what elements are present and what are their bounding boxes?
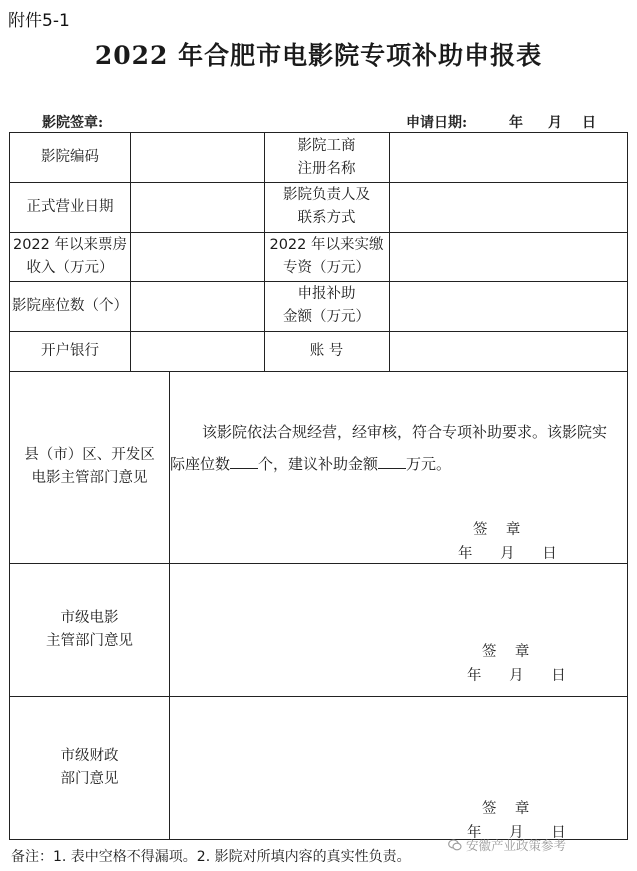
footnote: 备注：1. 表中空格不得漏项。2. 影院对所填内容的真实性负责。 [11, 849, 411, 865]
wechat-icon [448, 838, 462, 852]
input-account[interactable] [390, 331, 627, 371]
input-subsidy-amount[interactable] [390, 281, 627, 331]
form-table [9, 132, 628, 840]
county-sign-label: 签 章 [473, 522, 521, 538]
date-year: 年 [509, 115, 523, 131]
county-sign-date: 年 月 日 [458, 546, 557, 562]
input-opening-date[interactable] [131, 182, 264, 232]
label-box-office: 2022 年以来票房 收入（万元） [12, 236, 127, 276]
label-registered-name: 影院工商 注册名称 [297, 137, 356, 177]
apply-date-label: 申请日期: [406, 115, 468, 131]
label-manager-contact: 影院负责人及 联系方式 [283, 187, 370, 226]
input-bank[interactable] [131, 331, 264, 371]
city-finance-sign-label: 签 章 [482, 801, 530, 817]
page-title: 2022 年合肥市电影院专项补助申报表 [94, 41, 543, 70]
input-cinema-code[interactable] [131, 133, 264, 182]
date-day: 日 [582, 115, 596, 131]
input-registered-name[interactable] [390, 133, 627, 182]
label-city-film-opinion: 市级电影 主管部门意见 [46, 609, 133, 649]
label-city-finance-opinion: 市级财政 部门意见 [60, 747, 119, 787]
subsidy-amount-blank[interactable] [378, 452, 406, 469]
label-seat-count: 影院座位数（个） [12, 297, 128, 314]
label-subsidy-amount: 申报补助 金额（万元） [283, 286, 370, 325]
city-film-sign-label: 签 章 [482, 644, 530, 660]
city-film-sign-date: 年 月 日 [467, 668, 566, 684]
watermark-text: 安徽产业政策参考 [466, 838, 567, 853]
label-special-fund: 2022 年以来实缴 专资（万元） [269, 236, 384, 276]
label-county-opinion: 县（市）区、开发区 电影主管部门意见 [24, 447, 155, 486]
input-manager-contact[interactable] [390, 182, 627, 232]
input-special-fund[interactable] [390, 232, 627, 281]
county-opinion-line2 [170, 448, 620, 480]
label-opening-date: 正式营业日期 [26, 198, 114, 215]
county-opinion-part1: 际座位数 [170, 455, 231, 473]
label-bank: 开户银行 [41, 342, 99, 359]
seal-label: 影院签章: [42, 115, 104, 131]
seat-count-blank[interactable] [230, 452, 258, 469]
label-account: 账 号 [309, 342, 344, 359]
county-opinion-line1: 该影院依法合规经营，经审核，符合专项补助要求。该影院实 [202, 423, 608, 441]
city-finance-sign-date: 年 月 日 [467, 825, 566, 841]
county-opinion-part2: 个，建议补助金额 [258, 455, 379, 473]
date-month: 月 [548, 115, 562, 131]
county-opinion-part3: 万元。 [406, 455, 452, 473]
input-seat-count[interactable] [131, 281, 264, 331]
input-box-office[interactable] [131, 232, 264, 281]
col-divider [169, 371, 170, 839]
watermark [448, 836, 566, 854]
label-cinema-code: 影院编码 [41, 149, 99, 165]
attachment-label: 附件5-1 [8, 11, 70, 31]
